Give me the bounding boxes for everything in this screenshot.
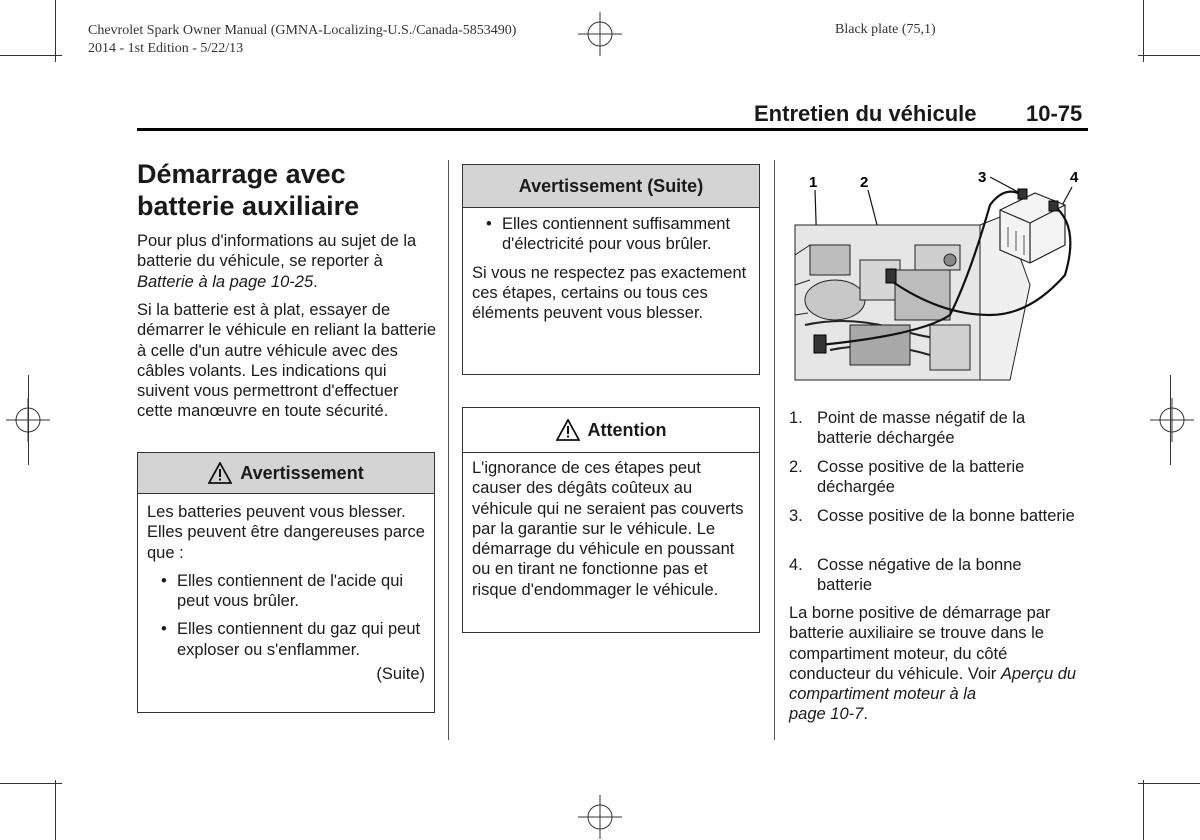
list-item-number: 2. [789, 458, 803, 476]
crop-mark [55, 780, 56, 840]
warning-title: Avertissement [240, 462, 364, 483]
list-item [789, 506, 1089, 551]
engine-overview-link[interactable]: Aperçu du compartiment moteur à la [789, 664, 1077, 704]
warning-continued-title: Avertissement (Suite) [518, 175, 704, 196]
warning-body [138, 494, 434, 684]
warning-continued-text: Si vous ne respectez pas exactement ces étapes, certains ou tous ces éléments peuvent vous blesser. [472, 263, 747, 323]
list-item-text: Cosse positive de la batterie déchargée [817, 458, 1025, 497]
attention-header [463, 408, 759, 453]
header-rule [137, 128, 1088, 131]
crop-mark [1138, 55, 1200, 56]
jump-start-paragraph: Si la batterie est à plat, essayer de démarrer le véhicule en reliant la batterie à celle d'un autre véhicule avec des câbles volants. Les indications qui suivent vous permettront d'effectuer cette manœuvre en toute sécurité. [137, 301, 436, 421]
page-title: Démarrage avec batterie auxiliaire [137, 159, 360, 221]
warning-bullet: • Elles contiennent du gaz qui peut exploser ou s'enflammer. [147, 619, 425, 660]
closing-end: . [863, 705, 868, 724]
attention-title: Attention [587, 419, 667, 440]
crop-mark [1143, 780, 1144, 840]
crop-mark [1138, 783, 1200, 784]
crop-mark [0, 55, 62, 56]
callout-label: 1 [809, 174, 818, 191]
registration-mark-icon [578, 795, 622, 839]
page-number: 10-75 [1026, 101, 1083, 126]
callout-label: 3 [978, 169, 987, 186]
list-item [789, 555, 1089, 600]
warning-bullet: • Elles contiennent suffisamment d'électricité pour vous brûler. [472, 214, 750, 255]
warning-bullet: • Elles contiennent de l'acide qui peut vous brûler. [147, 571, 425, 612]
warning-continued-body [463, 208, 759, 323]
warning-continued-header [463, 165, 759, 208]
list-item-text: Point de masse négatif de la batterie déchargée [817, 409, 1026, 448]
list-item-number: 3. [789, 507, 803, 525]
warning-header [138, 453, 434, 494]
column-divider [774, 160, 775, 740]
callout-label: 4 [1070, 169, 1079, 186]
engine-overview-page-link[interactable]: page 10-7 [789, 705, 864, 724]
crop-mark [1170, 375, 1171, 465]
engine-compartment-illustration [790, 165, 1090, 383]
doc-info [88, 22, 516, 58]
list-item-text: Cosse négative de la bonne batterie [817, 556, 1022, 595]
warning-triangle-icon [556, 419, 580, 441]
intro-end: . [313, 272, 318, 291]
battery-page-link[interactable]: Batterie à la page 10-25 [137, 272, 314, 291]
crop-mark [1143, 0, 1144, 62]
warning-continued-box [462, 164, 760, 375]
intro-paragraph [137, 231, 437, 292]
list-item-text: Cosse positive de la bonne batterie [817, 507, 1075, 525]
warning-box [137, 452, 435, 713]
attention-body: L'ignorance de ces étapes peut causer des dégâts coûteux au véhicule qui ne seraient pas couverts par la garantie sur le véhicule. Le démarrage du véhicule en poussant ou en tirant ne fonctionne pas et risque d'endommager le véhicule. [472, 459, 744, 599]
doc-info-line1: Chevrolet Spark Owner Manual (GMNA-Localizing-U.S./Canada-5853490) [88, 23, 517, 38]
crop-mark [0, 783, 62, 784]
registration-mark-icon [578, 12, 622, 56]
section-title: Entretien du véhicule [754, 101, 977, 126]
warning-triangle-icon [208, 462, 232, 484]
crop-mark [28, 375, 29, 465]
list-item [789, 457, 1089, 502]
list-item-number: 4. [789, 556, 803, 574]
warning-text: Les batteries peuvent vous blesser. Elles peuvent être dangereuses parce que : [147, 503, 425, 562]
closing-paragraph [789, 603, 1089, 725]
closing-text: La borne positive de démarrage par batterie auxiliaire se trouve dans le compartiment moteur, du côté conducteur du véhicule. Voir [789, 604, 1051, 683]
column-divider [448, 160, 449, 740]
attention-box [462, 407, 760, 633]
list-item [789, 408, 1089, 453]
continued-label: (Suite) [376, 665, 425, 684]
callout-label: 2 [860, 174, 869, 191]
list-item-number: 1. [789, 409, 803, 427]
plate-label: Black plate (75,1) [835, 22, 936, 37]
intro-text: Pour plus d'informations au sujet de la batterie du véhicule, se reporter à [137, 232, 417, 271]
crop-mark [55, 0, 56, 62]
registration-mark-icon [1150, 398, 1194, 442]
doc-info-line2: 2014 - 1st Edition - 5/22/13 [88, 41, 244, 56]
